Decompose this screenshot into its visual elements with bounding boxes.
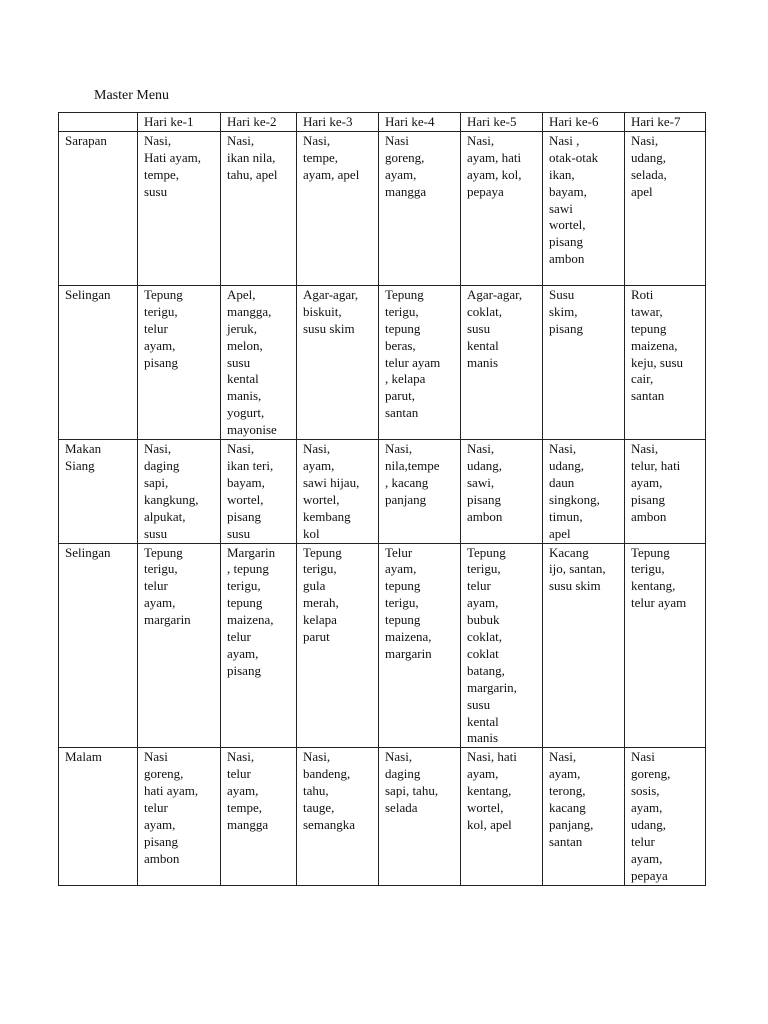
menu-cell: Agar-agar, biskuit, susu skim	[297, 285, 379, 439]
menu-cell: Nasi, ayam, hati ayam, kol, pepaya	[461, 131, 543, 285]
menu-cell: Nasi, udang, daun singkong, timun, apel	[543, 440, 625, 543]
table-row	[59, 440, 706, 543]
table-row	[59, 543, 706, 748]
table-row	[59, 131, 706, 285]
header-row	[59, 113, 706, 132]
menu-cell: Nasi goreng, ayam, mangga	[379, 131, 461, 285]
menu-cell: Nasi, udang, sawi, pisang ambon	[461, 440, 543, 543]
meal-label: Sarapan	[59, 131, 138, 285]
menu-cell: Margarin , tepung terigu, tepung maizena, telur ayam, pisang	[221, 543, 297, 748]
meal-label: Makan Siang	[59, 440, 138, 543]
meal-label: Selingan	[59, 285, 138, 439]
menu-cell: Nasi goreng, hati ayam, telur ayam, pisang ambon	[138, 748, 221, 885]
menu-cell: Nasi, nila,tempe , kacang panjang	[379, 440, 461, 543]
menu-cell: Nasi goreng, sosis, ayam, udang, telur ayam, pepaya	[625, 748, 706, 885]
day-header: Hari ke-5	[461, 113, 543, 132]
menu-cell: Apel, mangga, jeruk, melon, susu kental manis, yogurt, mayonise	[221, 285, 297, 439]
menu-cell: Nasi, tempe, ayam, apel	[297, 131, 379, 285]
meal-label: Malam	[59, 748, 138, 885]
day-header: Hari ke-1	[138, 113, 221, 132]
menu-cell: Nasi, telur ayam, tempe, mangga	[221, 748, 297, 885]
menu-cell: Tepung terigu, kentang, telur ayam	[625, 543, 706, 748]
day-header: Hari ke-6	[543, 113, 625, 132]
menu-cell: Nasi , otak-otak ikan, bayam, sawi wortel, pisang ambon	[543, 131, 625, 285]
table-row	[59, 748, 706, 885]
menu-cell: Roti tawar, tepung maizena, keju, susu cair, santan	[625, 285, 706, 439]
day-header: Hari ke-3	[297, 113, 379, 132]
day-header: Hari ke-7	[625, 113, 706, 132]
table-row	[59, 285, 706, 439]
menu-cell: Nasi, udang, selada, apel	[625, 131, 706, 285]
menu-cell: Nasi, telur, hati ayam, pisang ambon	[625, 440, 706, 543]
menu-cell: Nasi, ayam, sawi hijau, wortel, kembang kol	[297, 440, 379, 543]
menu-cell: Tepung terigu, telur ayam, margarin	[138, 543, 221, 748]
document-title: Master Menu	[94, 88, 170, 103]
menu-cell: Nasi, ayam, terong, kacang panjang, santan	[543, 748, 625, 885]
menu-cell: Tepung terigu, tepung beras, telur ayam , kelapa parut, santan	[379, 285, 461, 439]
menu-cell: Nasi, daging sapi, tahu, selada	[379, 748, 461, 885]
master-menu-table	[58, 112, 706, 886]
menu-cell: Nasi, bandeng, tahu, tauge, semangka	[297, 748, 379, 885]
menu-cell: Nasi, ikan nila, tahu, apel	[221, 131, 297, 285]
corner-cell	[59, 113, 138, 132]
menu-cell: Nasi, Hati ayam, tempe, susu	[138, 131, 221, 285]
menu-cell: Nasi, daging sapi, kangkung, alpukat, susu	[138, 440, 221, 543]
menu-cell: Kacang ijo, santan, susu skim	[543, 543, 625, 748]
menu-cell: Tepung terigu, gula merah, kelapa parut	[297, 543, 379, 748]
meal-label: Selingan	[59, 543, 138, 748]
menu-cell: Agar-agar, coklat, susu kental manis	[461, 285, 543, 439]
day-header: Hari ke-4	[379, 113, 461, 132]
day-header: Hari ke-2	[221, 113, 297, 132]
menu-cell: Tepung terigu, telur ayam, bubuk coklat, coklat batang, margarin, susu kental manis	[461, 543, 543, 748]
menu-cell: Nasi, hati ayam, kentang, wortel, kol, apel	[461, 748, 543, 885]
menu-cell: Tepung terigu, telur ayam, pisang	[138, 285, 221, 439]
menu-cell: Nasi, ikan teri, bayam, wortel, pisang susu	[221, 440, 297, 543]
menu-cell: Telur ayam, tepung terigu, tepung maizena, margarin	[379, 543, 461, 748]
menu-cell: Susu skim, pisang	[543, 285, 625, 439]
